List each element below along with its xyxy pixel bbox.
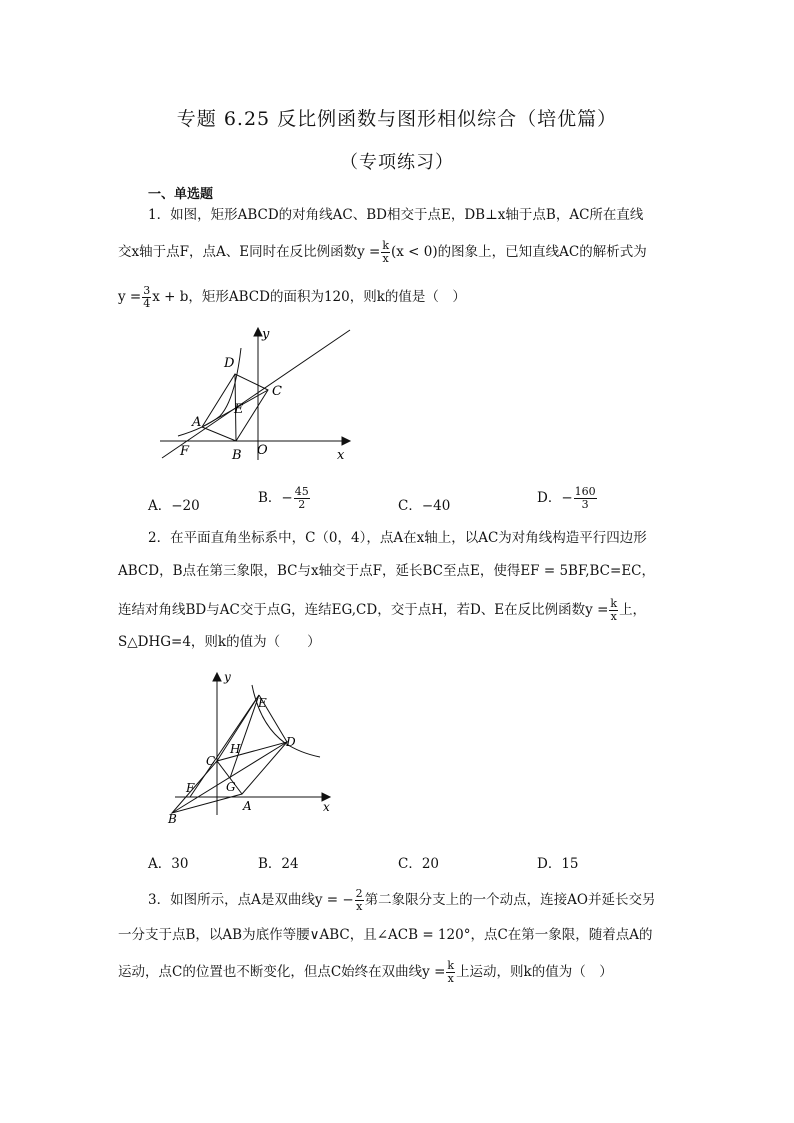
q2-label-h: H	[230, 742, 241, 756]
q2-label-a: A	[243, 799, 252, 813]
q2-label-x: x	[323, 800, 330, 814]
q1-line-2	[118, 240, 647, 265]
q1-label-f: F	[180, 444, 190, 459]
q1-label-y: y	[262, 327, 270, 342]
q2-label-y: y	[224, 670, 231, 684]
q2-option-b: B．24	[258, 856, 299, 872]
q2-label-g: G	[226, 780, 236, 794]
q3-line-3	[118, 960, 613, 985]
q2-line-1: 2．在平面直角坐标系中，C（0，4），点A在x轴上，以AC为对角线构造平行四边形	[148, 530, 647, 546]
q3-fraction-2-x: $\frac{2}{x}$	[355, 887, 363, 913]
q3-line-3-text: 运动，点C的位置也不断变化，但点C始终在双曲线y =	[118, 964, 446, 980]
q1-label-x: x	[337, 448, 345, 463]
q1-line-3-text: y =	[118, 289, 142, 305]
q1-fraction-3-4: $\frac{3}{4}$	[143, 284, 151, 310]
q1-label-e: E	[234, 402, 244, 417]
q1-label-a: A	[192, 415, 202, 430]
q2-label-f: F	[186, 781, 195, 795]
q2-segment-eg	[230, 695, 259, 778]
q2-line-3-text: 连结对角线BD与AC交于点G，连结EG,CD，交于点H，若D、E在反比例函数y =	[118, 602, 609, 618]
q2-figure	[160, 665, 340, 825]
q2-line-3	[118, 598, 646, 623]
q1-option-b: B．− $\frac{45}{2}$	[258, 485, 309, 511]
q1-option-c: C．−40	[398, 498, 451, 514]
q1-option-a: A．−20	[148, 498, 200, 514]
q3-line-1-tail: 第二象限分支上的一个动点，连接AO并延长交另	[364, 892, 656, 908]
q1-line-2-text: 交x轴于点F，点A、E同时在反比例函数y =	[118, 244, 381, 260]
q2-option-d: D．15	[537, 856, 579, 872]
q2-label-e: E	[258, 696, 267, 710]
q2-option-a: A．30	[148, 856, 189, 872]
q1-x-axis-arrow	[342, 437, 350, 445]
q1-line-1: 1．如图，矩形ABCD的对角线AC、BD相交于点E，DB⊥x轴于点B，AC所在直线	[148, 207, 644, 223]
q1-y-axis-arrow	[254, 328, 262, 336]
q2-y-axis-arrow	[213, 673, 221, 681]
q1-option-d: D．− $\frac{160}{3}$	[537, 485, 596, 511]
q2-line-2: ABCD，B点在第三象限，BC与x轴交于点F，延长BC至点E，使得EF = 5BF,BC=EC，	[118, 563, 656, 579]
q3-line-2: 一分支于点B，以AB为底作等腰∨ABC，且∠ACB = 120°，点C在第一象限，随着点A的	[118, 927, 653, 943]
q1-line-3-tail: x + b，矩形ABCD的面积为120，则k的值是（ ）	[152, 289, 466, 305]
q3-line-3-tail: 上运动，则k的值为（ ）	[456, 964, 613, 980]
q1-line-3	[118, 285, 466, 310]
section-heading: 一、单选题	[148, 187, 214, 202]
q3-fraction-k-x: $\frac{k}{x}$	[447, 959, 455, 985]
q1-figure	[150, 320, 370, 470]
q2-line-3-tail: 上，	[619, 602, 647, 618]
q2-label-d: D	[286, 735, 296, 749]
q3-line-1-text: 3．如图所示，点A是双曲线y = −	[148, 892, 354, 908]
page-subtitle: （专项练习）	[340, 152, 454, 173]
q1-line-ac	[162, 330, 350, 458]
q2-segment-fe	[190, 695, 259, 797]
q1-label-b: B	[232, 448, 242, 463]
q2-label-b: B	[168, 812, 177, 825]
q2-fraction-k-x: $\frac{k}{x}$	[610, 597, 618, 623]
q2-line-4: S△DHG=4，则k的值为（ ）	[118, 634, 321, 650]
q1-label-d: D	[224, 356, 235, 371]
page-title: 专题 6.25 反比例函数与图形相似综合（培优篇）	[176, 108, 618, 130]
q2-option-c: C．20	[398, 856, 440, 872]
q1-label-c: C	[272, 384, 282, 399]
q3-line-1	[148, 888, 656, 913]
q1-label-o: O	[257, 443, 268, 458]
q1-fraction-k-x: $\frac{k}{x}$	[382, 239, 389, 265]
q1-line-2-tail: (x < 0)的图象上，已知直线AC的解析式为	[391, 244, 647, 260]
q2-label-c: C	[206, 754, 216, 768]
